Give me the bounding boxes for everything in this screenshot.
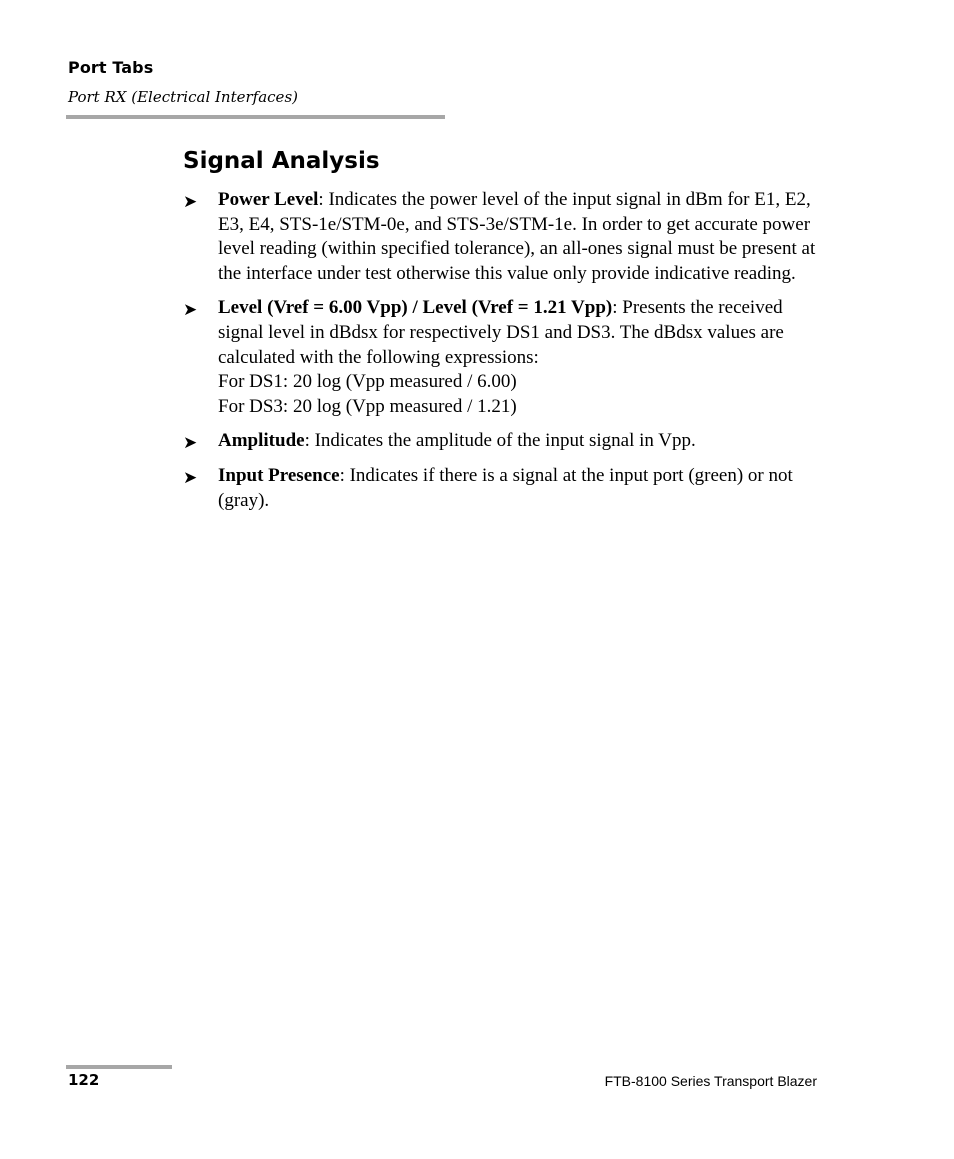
bullet-text: : Presents the received signal level in dBdsx for respectively DS1 and DS3. The dBdsx values are calculated with the following expressions:	[218, 297, 784, 368]
list-item	[183, 188, 823, 286]
bullet-term: Input Presence	[218, 464, 340, 486]
arrowhead-bullet-icon: ➤	[183, 467, 198, 488]
header-title: Port Tabs	[68, 58, 154, 77]
list-item	[183, 296, 823, 419]
list-item	[183, 464, 823, 513]
section-heading: Signal Analysis	[183, 148, 380, 174]
arrowhead-bullet-icon: ➤	[183, 192, 198, 212]
bullet-term: Level (Vref = 6.00 Vpp) / Level (Vref = 1.21 Vpp)	[218, 297, 613, 319]
bullet-text: : Indicates the amplitude of the input signal in Vpp.	[304, 430, 696, 452]
formula-ds3: For DS3: 20 log (Vpp measured / 1.21)	[218, 395, 517, 417]
page-number: 122	[68, 1071, 100, 1089]
arrowhead-bullet-icon: ➤	[183, 433, 198, 454]
bullet-text: : Indicates the power level of the input signal in dBm for E1, E2, E3, E4, STS-1e/STM-0e, and STS-3e/STM-1e. In order to get accurate power level reading (within specified tolerance), an all-ones signal must be present at the interface under test otherwise this value only provide indicative reading.	[218, 189, 816, 284]
bullet-term: Power Level	[218, 189, 319, 210]
list-item	[183, 429, 823, 454]
arrowhead-bullet-icon: ➤	[183, 300, 198, 321]
bullet-text: : Indicates if there is a signal at the input port (green) or not (gray).	[218, 464, 793, 511]
bullet-term: Amplitude	[218, 430, 305, 452]
footer-product-name: FTB-8100 Series Transport Blazer	[604, 1073, 817, 1089]
formula-ds1: For DS1: 20 log (Vpp measured / 6.00)	[218, 371, 517, 393]
header-divider	[66, 115, 445, 119]
footer-divider	[66, 1065, 172, 1069]
bullet-list	[183, 188, 823, 523]
header-subtitle: Port RX (Electrical Interfaces)	[68, 88, 298, 106]
